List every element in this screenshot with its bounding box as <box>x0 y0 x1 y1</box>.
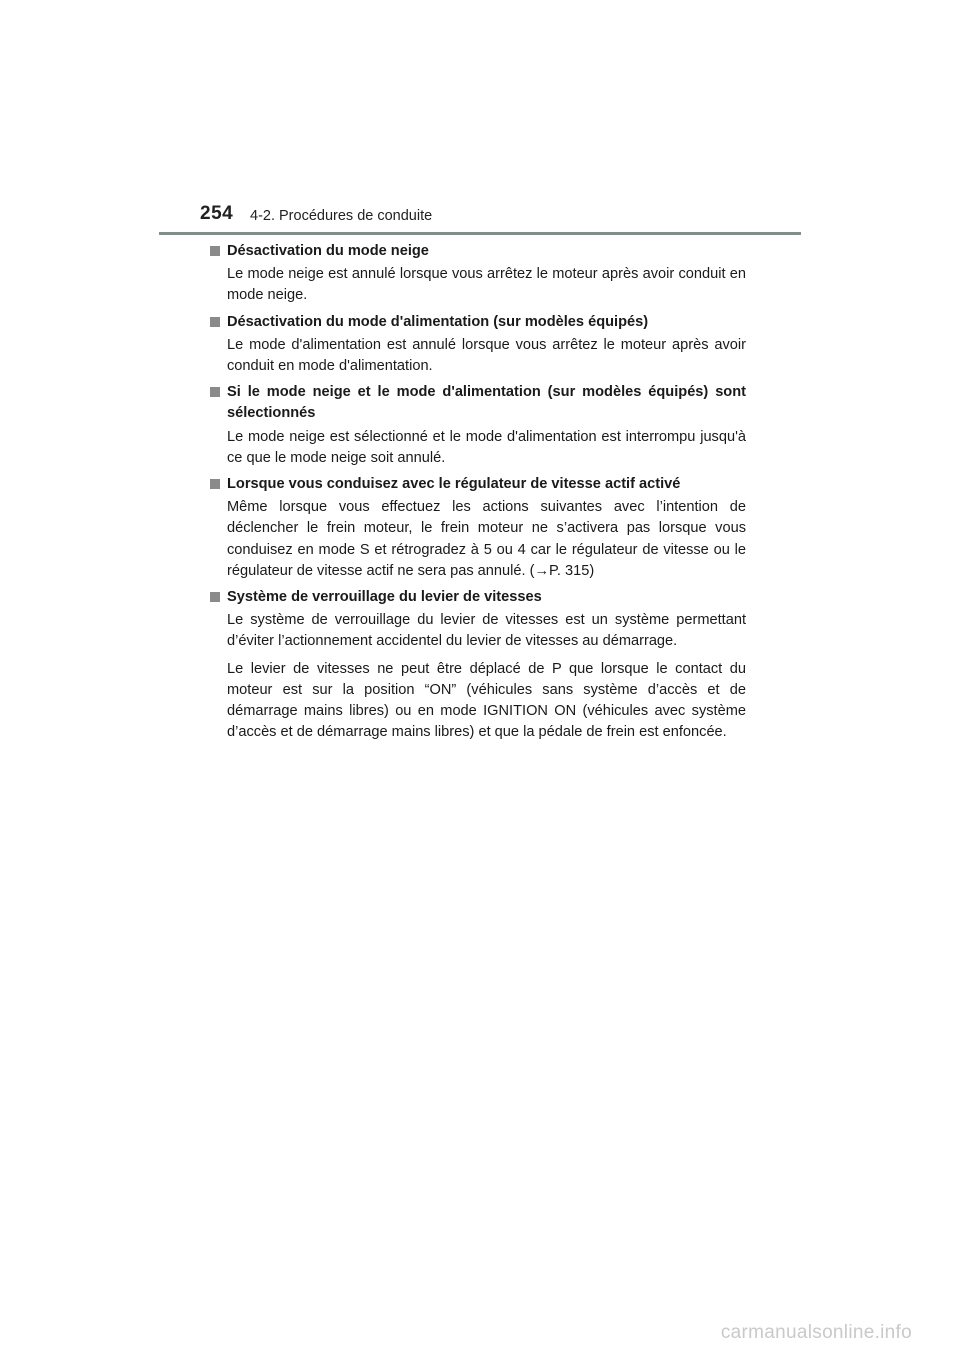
item-cruise-control-active <box>210 474 746 582</box>
square-bullet-icon <box>210 246 220 256</box>
item-paragraph: Le levier de vitesses ne peut être déplacé de P que lorsque le contact du moteur est sur la position “ON” (véhicules sans système d’accès et de démarrage mains libres) ou en mode IGNITION ON (véhicules avec système d’accès et de démarrage mains libres) et que la pédale de frein est enfoncée. <box>227 660 746 741</box>
item-title: Système de verrouillage du levier de vitesses <box>227 589 542 606</box>
square-bullet-icon <box>210 317 220 327</box>
item-paragraph: Le mode neige est sélectionné et le mode d'alimentation est interrompu jusqu'à ce que le mode neige soit annulé. <box>227 428 746 466</box>
page-number: 254 <box>200 203 234 224</box>
item-title: Désactivation du mode d'alimentation (sur modèles équipés) <box>227 313 649 330</box>
item-title: Désactivation du mode neige <box>227 243 429 259</box>
item-heading <box>210 587 746 608</box>
item-heading <box>210 474 746 495</box>
item-title: Si le mode neige et le mode d'alimentation (sur modèles équipés) sont sélectionnés <box>227 384 746 422</box>
site-watermark: carmanualsonline.info <box>720 1322 912 1343</box>
item-paragraph: Le mode neige est annulé lorsque vous arrêtez le moteur après avoir conduit en mode neige. <box>227 266 746 304</box>
item-power-mode-deactivation <box>210 312 746 378</box>
item-heading <box>210 382 746 424</box>
page-content <box>210 241 746 748</box>
item-both-modes-selected <box>210 382 746 469</box>
item-snow-mode-deactivation <box>210 241 746 307</box>
item-heading <box>210 241 746 262</box>
item-title: Lorsque vous conduisez avec le régulateur de vitesse actif activé <box>227 476 681 493</box>
square-bullet-icon <box>210 592 220 602</box>
section-title: 4-2. Procédures de conduite <box>250 208 433 224</box>
item-shift-lock-system <box>210 587 746 743</box>
item-paragraph: Même lorsque vous effectuez les actions suivantes avec l’intention de déclencher le frein moteur, le frein moteur ne s’activera pas lorsque vous conduisez en mode S et rétrogradez à 5 ou 4 car le régulateur de vitesse ou le régulateur de vitesse actif ne sera pas annulé. (→P. 315) <box>227 499 746 579</box>
item-paragraph: Le mode d'alimentation est annulé lorsque vous arrêtez le moteur après avoir conduit en mode d'alimentation. <box>227 336 746 375</box>
header-divider <box>159 232 801 235</box>
item-heading <box>210 312 746 333</box>
item-paragraph: Le système de verrouillage du levier de vitesses est un système permettant d’éviter l’actionnement accidentel du levier de vitesses au démarrage. <box>227 612 746 650</box>
square-bullet-icon <box>210 387 220 397</box>
square-bullet-icon <box>210 479 220 489</box>
